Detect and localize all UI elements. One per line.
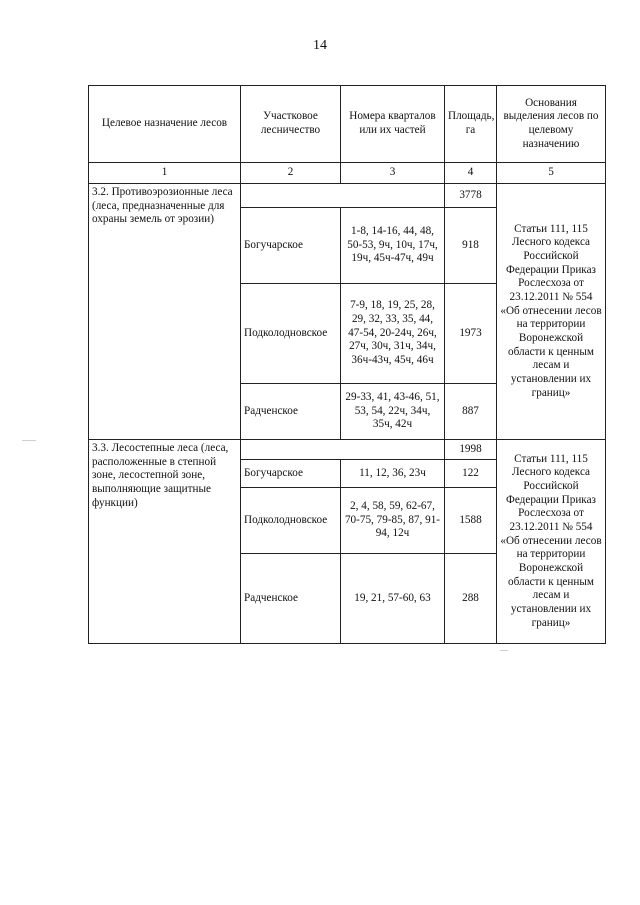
quarters-cell: 19, 21, 57-60, 63 [341,554,445,644]
group-total-area: 1998 [445,440,497,460]
group-total-row [89,440,606,460]
area-cell: 918 [445,208,497,284]
purpose-cell: 3.2. Противоэрозионные леса (леса, предназначенные для охраны земель от эрозии) [89,184,241,440]
header-basis: Основания выделения лесов по целевому назначению [497,86,606,163]
scan-mark [500,650,508,651]
quarters-cell: 7-9, 18, 19, 25, 28, 29, 32, 33, 35, 44, 47-54, 20-24ч, 26ч, 27ч, 30ч, 31ч, 34ч, 36ч-43ч, 45ч, 46ч [341,284,445,384]
purpose-cell: 3.3. Лесостепные леса (леса, расположенные в степной зоне, лесостепной зоне, выполняющие защитные функции) [89,440,241,644]
column-number: 1 [89,163,241,184]
forestry-cell: Богучарское [241,460,341,488]
quarters-cell: 1-8, 14-16, 44, 48, 50-53, 9ч, 10ч, 17ч, 19ч, 45ч-47ч, 49ч [341,208,445,284]
column-number: 3 [341,163,445,184]
empty-cell [241,440,445,460]
column-number: 5 [497,163,606,184]
header-area: Площадь, га [445,86,497,163]
empty-cell [241,184,445,208]
column-number-row [89,163,606,184]
area-cell: 288 [445,554,497,644]
basis-cell: Статьи 111, 115 Лесного кодекса Российской Федерации Приказ Рослесхоза от 23.12.2011 № 554 «Об отнесении лесов на территории Воронежской области к ценным лесам и установлении их границ» [497,440,606,644]
quarters-cell: 29-33, 41, 43-46, 51, 53, 54, 22ч, 34ч, 35ч, 42ч [341,384,445,440]
area-cell: 887 [445,384,497,440]
table-header-row [89,86,606,163]
quarters-cell: 2, 4, 58, 59, 62-67, 70-75, 79-85, 87, 91-94, 12ч [341,488,445,554]
column-number: 4 [445,163,497,184]
forestry-cell: Богучарское [241,208,341,284]
page-number: 14 [313,38,327,53]
forestry-cell: Подколодновское [241,284,341,384]
group-total-row [89,184,606,208]
area-cell: 122 [445,460,497,488]
forestry-cell: Радченское [241,554,341,644]
header-quarters: Номера кварталов или их частей [341,86,445,163]
quarters-cell: 11, 12, 36, 23ч [341,460,445,488]
header-forestry: Участковое лесничество [241,86,341,163]
basis-cell: Статьи 111, 115 Лесного кодекса Российской Федерации Приказ Рослесхоза от 23.12.2011 № 554 «Об отнесении лесов на территории Воронежской области к ценным лесам и установлении их границ» [497,184,606,440]
area-cell: 1588 [445,488,497,554]
forest-purpose-table [88,85,606,644]
header-purpose: Целевое назначение лесов [89,86,241,163]
scan-mark [22,440,36,441]
column-number: 2 [241,163,341,184]
forestry-cell: Радченское [241,384,341,440]
group-total-area: 3778 [445,184,497,208]
forestry-cell: Подколодновское [241,488,341,554]
area-cell: 1973 [445,284,497,384]
